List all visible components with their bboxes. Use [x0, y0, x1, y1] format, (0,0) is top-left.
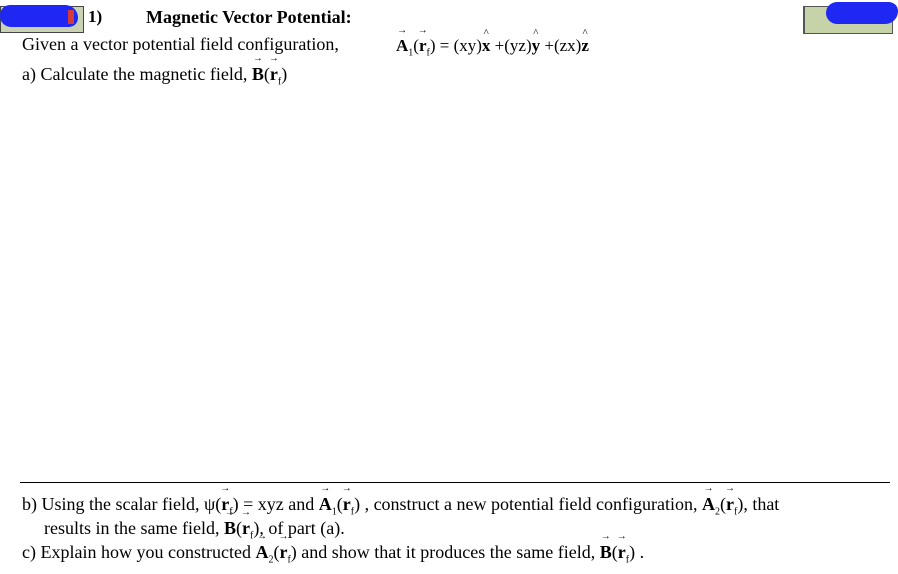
part-a: a) Calculate the magnetic field, → $B(\to r_f)$ [22, 64, 287, 88]
part-b-middle: , construct a new potential field configuration, [364, 494, 698, 514]
part-b-line2: results in the same field, → $B(\to r_f)$, of part (a). [44, 518, 345, 542]
b-symbol: → B [224, 518, 236, 539]
part-c: c) Explain how you constructed → $A_2(\to r_f)$ and show that it produces the same field, → $B(\to r_f)$ . [22, 542, 644, 566]
unit-y: ^ y [532, 36, 541, 56]
field-b-symbol: → B [252, 64, 264, 85]
psi-arg: → r [221, 494, 229, 515]
term-yz: +(yz) [494, 36, 532, 55]
part-c-middle: and show that it produces the same field, [301, 542, 596, 562]
a2-symbol-c: → A [255, 542, 268, 563]
psi-symbol: ψ [203, 494, 216, 514]
red-mark [68, 10, 74, 24]
divider-line [20, 482, 890, 483]
unit-z: ^ z [581, 36, 589, 56]
given-text: Given a vector potential field configuration, [22, 34, 339, 54]
field-b-arg: → r [270, 64, 278, 85]
redaction-mark-left [0, 5, 78, 27]
term-zx: +(zx) [544, 36, 582, 55]
psi-expression: = xyz and [243, 494, 315, 514]
part-c-end: . [639, 542, 645, 562]
vector-a: → A [396, 36, 408, 56]
unit-x: ^ x [482, 36, 491, 56]
part-b-line1: b) Using the scalar field, $\psi(\to r_f)$ = xyz and → $A_1(\to r_f)$ , construct a new potential field configuration, → $A_2(\to r_f)$, that [22, 494, 779, 518]
part-a-text: a) Calculate the magnetic field, [22, 64, 248, 84]
part-b-end: , that [743, 494, 780, 514]
redaction-mark-right [826, 2, 898, 24]
vector-r-subscript: f [426, 47, 430, 59]
a1-symbol: → A [319, 494, 332, 515]
problem-number: 1) [88, 7, 103, 26]
part-c-start: c) Explain how you constructed [22, 542, 251, 562]
given-equation: → $A_1(\to r_f)$ = (xy)^ x +(yz)^ y +(zx)^ z [396, 36, 589, 58]
a2-symbol: → A [702, 494, 715, 515]
problem-title: Magnetic Vector Potential: [146, 7, 352, 27]
term-xy: (xy) [453, 36, 482, 55]
field-b-arg-sub: f [277, 76, 282, 88]
vector-a-subscript: 1 [408, 47, 414, 59]
part-b-start: b) Using the scalar field, [22, 494, 200, 514]
part-b-line2-start: results in the same field, [44, 518, 220, 538]
vector-r: → r [419, 36, 427, 56]
b-symbol-c: → B [600, 542, 612, 563]
part-b-line2-end: , of part (a). [259, 518, 345, 538]
